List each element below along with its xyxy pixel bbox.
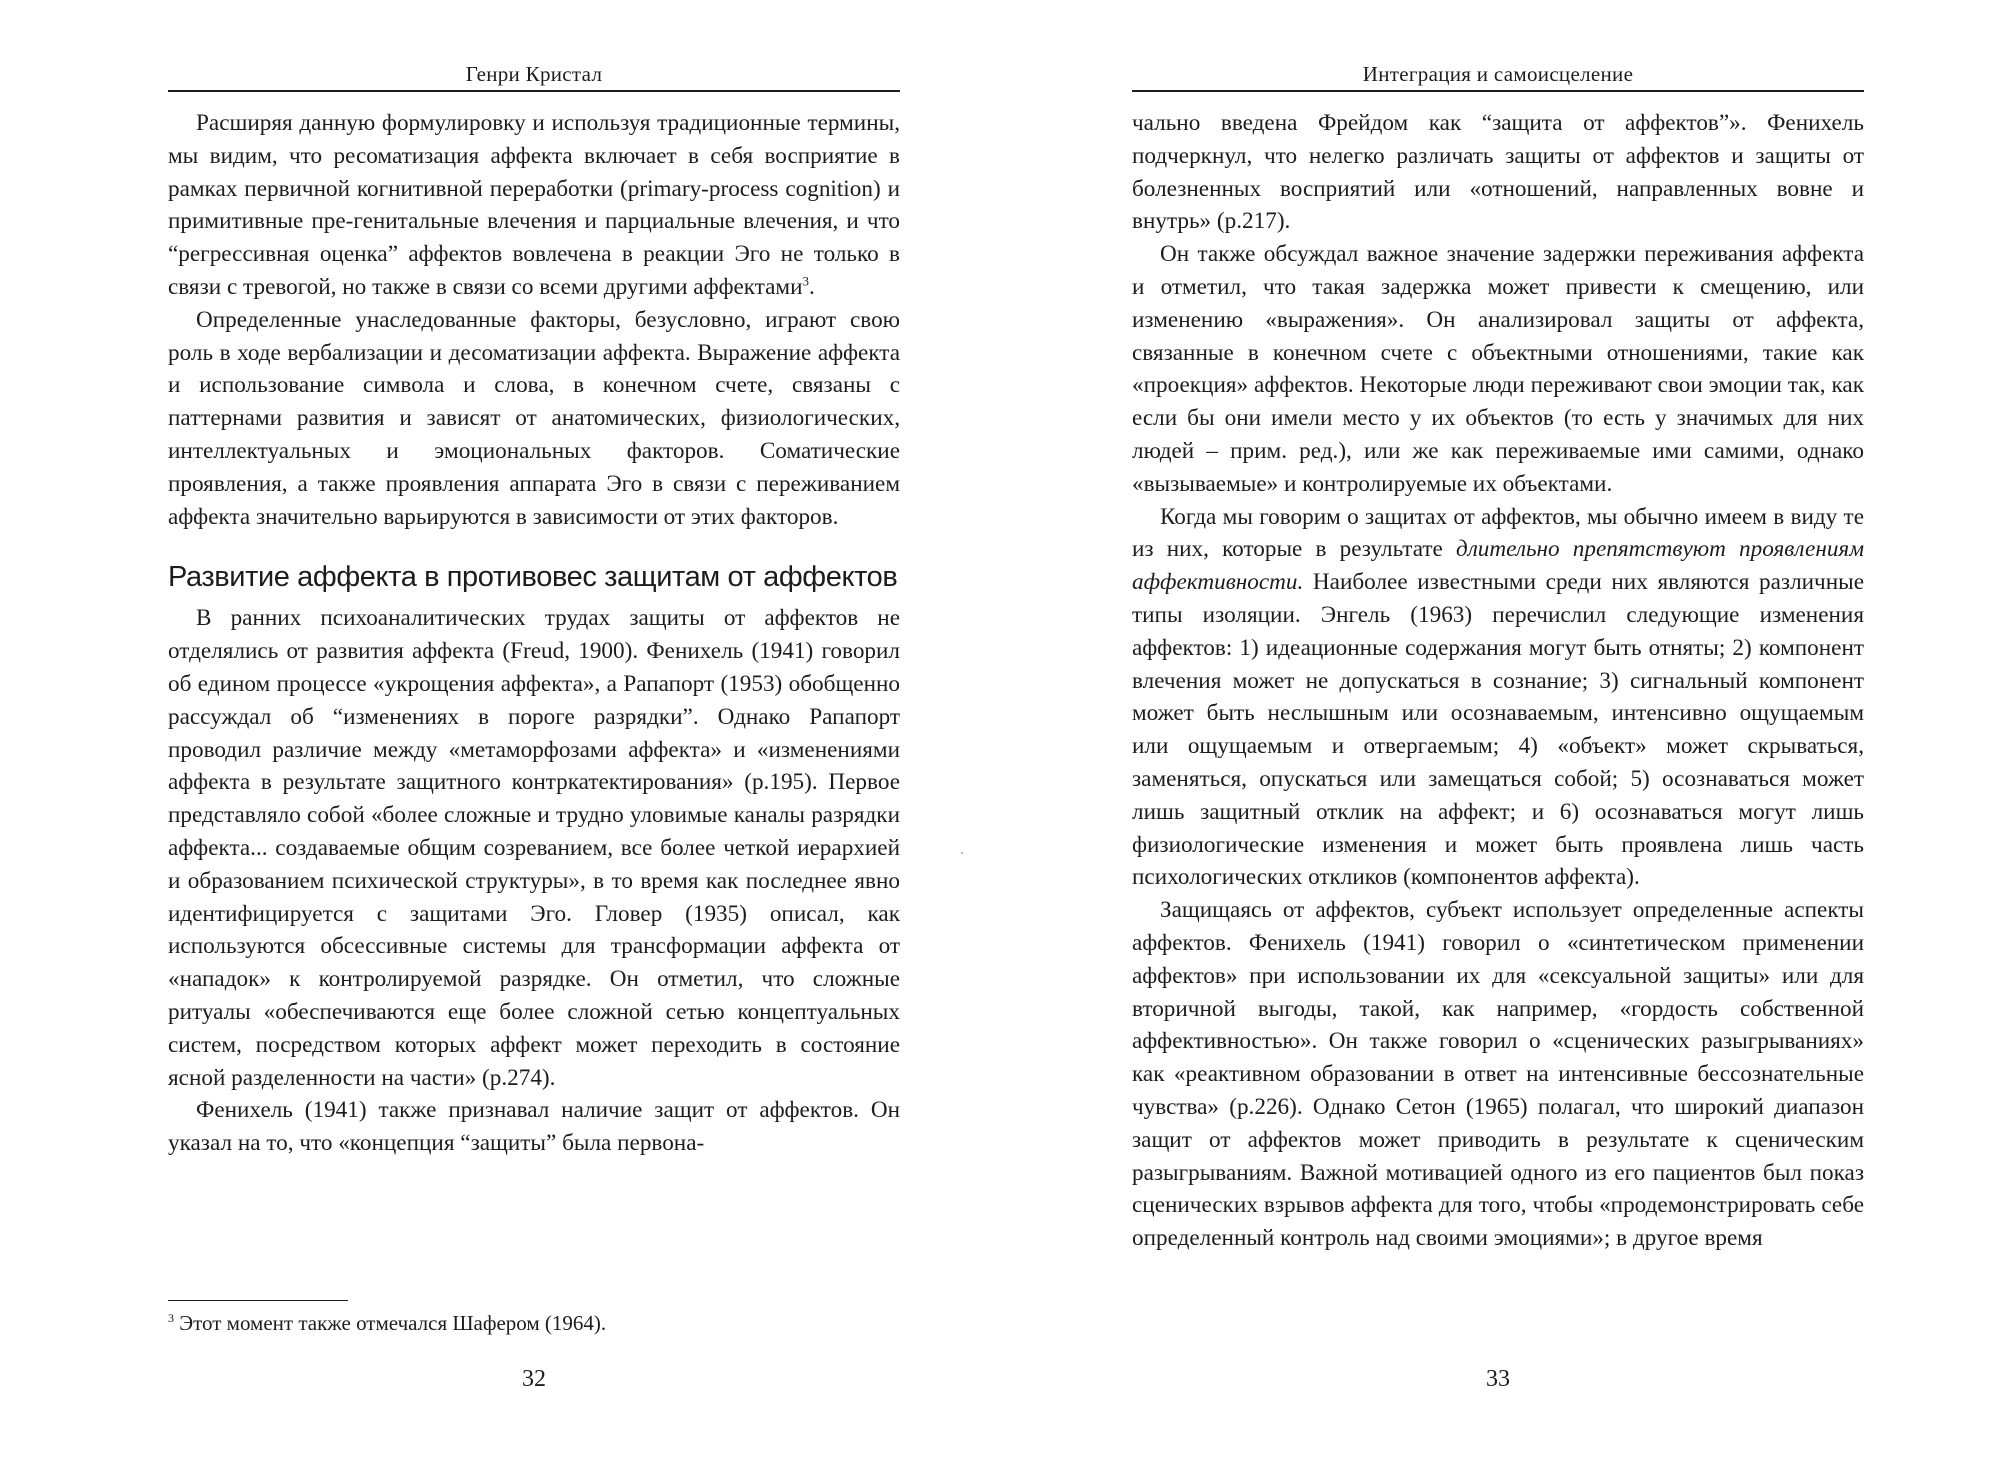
footnote-mark: 3	[168, 1311, 174, 1325]
left-section-paragraph-1: В ранних психоаналитических трудах защиты от аффектов не отделялись от развития аффекта (Freud, 1900). Фенихель (1941) говорил об едином процессе «укрощения аффекта», а Рапапорт (1953) обобщенно рассуждал об “изменениях в пороге разрядки”. Однако Рапапорт проводил различие между «метаморфозами аффекта» и «изменениями аффекта в результате защитного контркатектирования» (p.195). Первое представляло собой «более сложные и трудно уловимые каналы разрядки аффекта... создаваемые общим созреванием, все более четкой иерархией и образованием психической структуры», в то время как последнее явно идентифицируется с защитами Эго. Гловер (1935) описал, как используются обсессивные системы для трансформации аффекта от «нападок» к контролируемой разрядке. Он отметил, что сложные ритуалы «обеспечиваются еще более сложной сетью концептуальных систем, посредством которых аффект может переходить в состояние ясной разделенности на части» (p.274).	[168, 605, 900, 1091]
left-page	[168, 0, 900, 1462]
right-paragraph-4: Защищаясь от аффектов, субъект использует определенные аспекты аффектов. Фенихель (1941) говорил о «синтетическом применении аффектов» при использовании их для «сексуальной защиты» или для вторичной выгоды, такой, как например, «гордость собственной аффективностью». Он также говорил о «сценических разыгрываниях» как «реактивном образовании в ответ на интенсивные бессознательные чувства» (p.226). Однако Сетон (1965) полагал, что широкий диапазон защит от аффектов может приводить в результате к сценическим разыгрываниям. Важной мотивацией одного из его пациентов был показ сценических взрывов аффекта для того, чтобы «продемонстрировать себе определенный контроль над своими эмоциями»; в другое время	[1132, 897, 1864, 1252]
left-body-text	[168, 107, 900, 1160]
footnote-rule	[168, 1300, 348, 1301]
footnote-reference[interactable]: 3	[802, 273, 810, 289]
right-paragraph-3	[1132, 501, 1864, 895]
right-page	[1132, 0, 1864, 1462]
left-section-paragraph-2: Фенихель (1941) также признавал наличие защит от аффектов. Он указал на то, что «концепция “защиты” была первона-	[168, 1097, 900, 1157]
right-paragraph-3-italic: длительно препятствуют проявлениям аффективности.	[1132, 536, 1864, 596]
right-body-text	[1132, 107, 1864, 1255]
footnote	[168, 1309, 900, 1337]
left-header-rule	[168, 90, 900, 92]
right-paragraph-3-end: Наиболее известными среди них являются различные типы изоляции. Энгель (1963) перечислил следующие изменения аффектов: 1) идеационные содержания могут быть отняты; 2) компонент влечения может не допускаться в сознание; 3) сигнальный компонент может быть неслышным или осознаваемым, интенсивно ощущаемым или ощущаемым и отвергаемым; 4) «объект» может скрываться, заменяться, опускаться или замещаться собой; 5) осознаваться может лишь защитный отклик на аффект; и 6) осознаваться могут лишь физиологические изменения и может быть проявлена лишь часть психологических откликов (компонентов аффекта).	[1132, 569, 1864, 891]
gutter-speck	[961, 852, 963, 854]
left-running-head: Генри Кристал	[465, 62, 603, 86]
footnote-text: Этот момент также отмечался Шафером (1964).	[179, 1311, 607, 1335]
section-heading: Развитие аффекта в противовес защитам от аффектов	[168, 561, 898, 594]
right-paragraph-2: Он также обсуждал важное значение задержки переживания аффекта и отметил, что такая задержка может привести к смещению, или изменению «выражения». Он анализировал защиты от аффекта, связанные в конечном счете с объектными отношениями, такие как «проекция» аффектов. Некоторые люди переживают свои эмоции так, как если бы они имели место у их объектов (то есть у значимых для них людей – прим. ред.), или же как переживаемые ими самими, однако «вызываемые» и контролируемые их объектами.	[1132, 241, 1864, 497]
right-running-head: Интеграция и самоисцеление	[1362, 62, 1634, 86]
right-paragraph-1: чально введена Фрейдом как “защита от аффектов”». Фенихель подчеркнул, что нелегко различать защиты от аффектов и защиты от болезненных восприятий или «отношений, направленных вовне и внутрь» (p.217).	[1132, 110, 1864, 235]
right-paragraph-3-start: Когда мы говорим о защитах от аффектов, мы обычно имеем в виду те из них, которые в результате	[1132, 503, 1864, 563]
right-page-number: 33	[1486, 1366, 1510, 1392]
left-paragraph-2: Определенные унаследованные факторы, безусловно, играют свою роль в ходе вербализации и десоматизации аффекта. Выражение аффекта и использование символа и слова, в конечном счете, связаны с паттернами развития и зависят от анатомических, физиологических, интеллектуальных и эмоциональных факторов. Соматические проявления, а также проявления аппарата Эго в связи с переживанием аффекта значительно варьируются в зависимости от этих факторов.	[168, 306, 900, 530]
left-page-number: 32	[522, 1366, 546, 1392]
left-paragraph-1: Расширяя данную формулировку и используя традиционные термины, мы видим, что ресоматизация аффекта включает в себя восприятие в рамках первичной когнитивной переработки (primary-process cognition) и примитивные пре-генитальные влечения и парциальные влечения, и что “регрессивная оценка” аффектов вовлечена в реакции Эго не только в связи с тревогой, но также в связи со всеми другими аффектами$^3$.	[168, 110, 900, 300]
right-header-rule	[1132, 90, 1864, 92]
left-paragraph-1-text: Расширяя данную формулировку и используя традиционные термины, мы видим, что ресоматизация аффекта включает в себя восприятие в рамках первичной когнитивной переработки (primary-process cognition) и примитивные пре-генитальные влечения и парциальные влечения, и что “регрессивная оценка” аффектов вовлечена в реакции Эго не только в связи с тревогой, но также в связи со всеми другими аффектами	[168, 110, 900, 300]
